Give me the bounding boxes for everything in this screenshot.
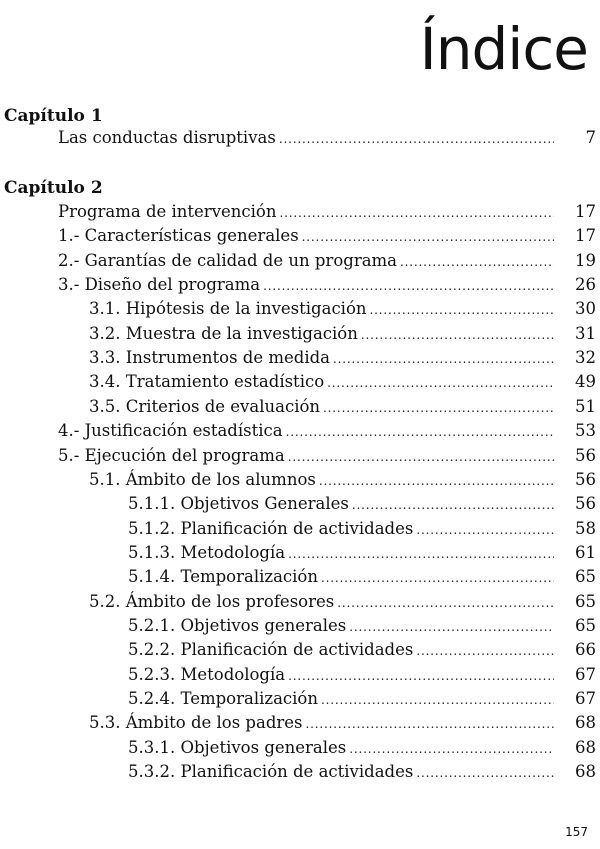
toc-entry-page: 56 [575,445,596,465]
toc-entry [0,565,600,589]
toc-entry [0,395,600,419]
dot-leader [321,566,554,590]
toc-entry-page: 65 [575,591,596,611]
dot-leader [337,591,554,615]
toc-entry-label: 5.2.2. Planificación de actividades [128,640,414,660]
dot-leader [321,688,554,712]
toc-entry-label: 5.1.1. Objetivos Generales [128,494,349,514]
toc-entry [0,736,600,760]
toc-entry-label: 3.5. Criterios de evaluación [89,396,321,416]
toc-entry-page: 61 [575,542,596,562]
toc-entry-page: 67 [575,664,596,684]
toc-entry [0,517,600,541]
toc-entry [0,760,600,784]
toc-entry-label: 5.3.1. Objetivos generales [128,737,347,757]
toc-entry-label: 3.4. Tratamiento estadístico [89,372,325,392]
toc-entry-label: Las conductas disruptivas [58,128,276,147]
dot-leader [416,761,554,785]
dot-leader [319,469,554,493]
toc-entry-label: 3.2. Muestra de la investigación [89,323,358,343]
toc-entry-page: 32 [575,348,596,368]
dot-leader [361,323,554,347]
toc-entry-label: 5.2.4. Temporalización [128,689,318,708]
toc-entry [0,224,600,248]
dot-leader [280,201,555,225]
toc-entry-page: 65 [575,567,596,587]
toc-entry [0,711,600,735]
toc-entry-label: 5.3. Ámbito de los padres [89,713,303,733]
dot-leader [327,371,554,395]
dot-leader [349,615,554,639]
toc-entry [0,687,600,711]
toc-entry [0,273,600,297]
dot-leader [263,274,554,298]
toc-entry-label: 5.1.2. Planificación de actividades [128,518,414,538]
toc-entry-page: 49 [575,372,596,392]
toc-entry-page: 19 [575,250,596,270]
toc-entry [0,541,600,565]
toc-entry-label: 5.1. Ámbito de los alumnos [89,469,316,489]
toc-entry [0,200,600,224]
toc-entry-label: 5.1.4. Temporalización [128,567,318,587]
toc-entry [0,126,600,150]
toc-entry-label: 3.1. Hipótesis de la investigación [89,299,367,319]
dot-leader [370,298,554,322]
toc-entry-page: 30 [575,299,596,319]
dot-leader [302,225,554,249]
toc-entry-page: 51 [575,396,596,416]
dot-leader [288,445,554,469]
toc-entry [0,468,600,492]
dot-leader [288,542,554,566]
dot-leader [400,250,554,274]
toc-entry-page: 68 [575,713,596,733]
toc-entry-label: 5.2.3. Metodología [128,664,286,684]
toc-entry-label: Programa de intervención [58,202,277,221]
toc-entry-label: 3.3. Instrumentos de medida [89,348,331,368]
toc-entry-page: 65 [575,615,596,635]
dot-leader [352,493,554,517]
dot-leader [279,127,554,151]
toc-entry-page: 56 [575,494,596,514]
toc-entry [0,249,600,273]
dot-leader [416,639,554,663]
toc-entry-page: 7 [585,128,596,147]
toc-entry-page: 68 [575,737,596,757]
toc-entry-label: 5.2. Ámbito de los profesores [89,591,335,611]
toc-entry-page: 68 [575,762,596,782]
dot-leader [288,664,554,688]
toc-entry [0,370,600,394]
toc-entry-page: 31 [575,323,596,343]
dot-leader [286,420,554,444]
toc-entry-label: 5.3.2. Planificación de actividades [128,762,414,782]
toc-entry-label: 4.- Justificación estadística [58,421,283,441]
toc-entry-page: 17 [575,226,596,246]
toc-entry-label: 3.- Diseño del programa [58,275,261,295]
toc-entry [0,444,600,468]
toc-entry-page: 53 [575,421,596,441]
toc-entry [0,297,600,321]
dot-leader [333,347,554,371]
toc-entry [0,322,600,346]
toc-entry [0,590,600,614]
toc-entry-page: 66 [575,640,596,660]
toc-entry-page: 17 [575,202,596,221]
toc-entry-label: 5.1.3. Metodología [128,542,286,562]
toc-entry-label: 5.2.1. Objetivos generales [128,615,347,635]
toc-entry [0,492,600,516]
dot-leader [349,737,554,761]
dot-leader [323,396,554,420]
toc-entry [0,614,600,638]
toc-entry-page: 26 [575,275,596,295]
chapter-2-heading: Capítulo 2 [4,178,103,198]
dot-leader [306,712,554,736]
toc-entry [0,638,600,662]
toc-entry [0,419,600,443]
chapter-1-heading: Capítulo 1 [4,106,103,126]
dot-leader [416,518,554,542]
toc-entry-page: 58 [575,518,596,538]
toc-entry [0,663,600,687]
toc-entry-label: 2.- Garantías de calidad de un programa [58,250,398,270]
toc-entry [0,346,600,370]
page-number: 157 [565,825,588,839]
toc-entry-page: 56 [575,469,596,489]
toc-entry-label: 1.- Características generales [58,226,299,246]
toc-entry-label: 5.- Ejecución del programa [58,445,285,465]
page-title: Índice [419,15,588,83]
toc-entry-page: 67 [575,689,596,708]
